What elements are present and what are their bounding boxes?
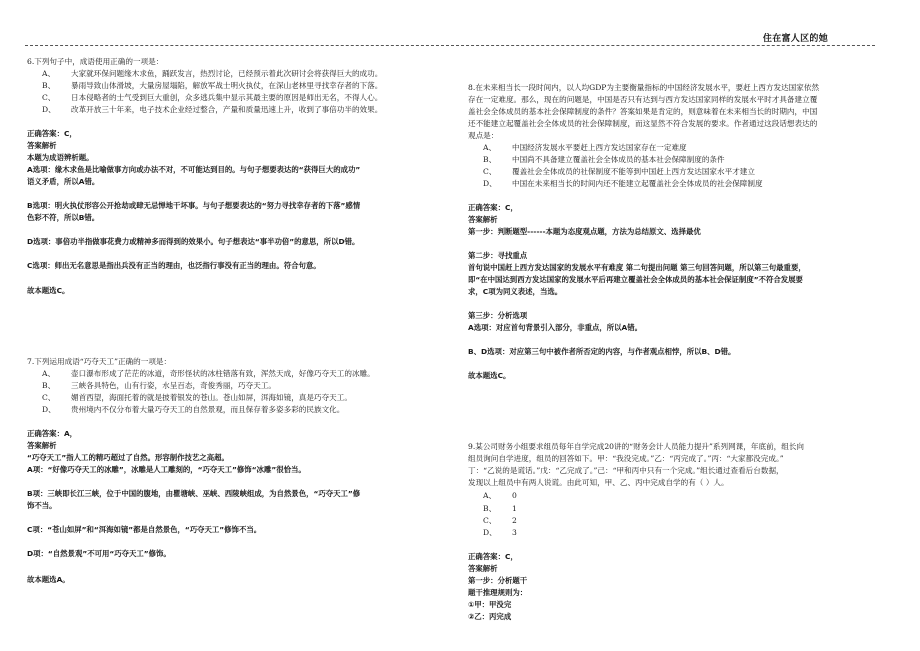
q9-stem-1: 9.某公司财务小组要求组员每年自学完成20讲的“财务会计人员能力提升”系列网课，年底前，组长向 (468, 442, 805, 451)
q7-option-b: B、 三峡各具特色，山有行姿，水呈百态，奇俊秀丽，巧夺天工。 (42, 381, 277, 390)
q6-analysis-c: C选项：师出无名意思是指出兵没有正当的理由，也泛指行事没有正当的理由。符合句意。 (27, 261, 321, 270)
q6-conclusion: 故本题选C。 (27, 286, 70, 295)
q6-analysis-d: D选项：事倍功半指做事花费力或精神多而得到的效果小。句子想表达“事半功倍”的意思，所以D错。 (27, 237, 360, 246)
q6-answer: 正确答案：C， (27, 129, 77, 138)
q6-option-c: C、 日本侵略者的士气受到巨大重创，众多逃兵集中显示其最主要的原因是师出无名，不得人心。 (42, 93, 383, 102)
q6-analysis-a-2: 语义矛盾，所以A错。 (27, 177, 100, 186)
q6-analysis-b-2: 色彩不符，所以B错。 (27, 213, 100, 222)
q9-option-a: A、 0 (483, 491, 517, 500)
q6-analysis-a-1: A选项：缘木求鱼是比喻做事方向或办法不对，不可能达到目的。与句子想要表达的“获得巨大的成功” (27, 165, 361, 174)
q8-step3-title: 第三步：分析选项 (468, 311, 528, 320)
header-divider (25, 45, 875, 46)
q9-option-d: D、 3 (483, 528, 517, 537)
q7-analysis-b-2: 饰不当。 (27, 501, 57, 510)
q9-option-c: C、 2 (483, 516, 517, 525)
q8-answer: 正确答案：C， (468, 203, 518, 212)
q8-step3-a: A选项：对应首句背景引入部分，非重点，所以A错。 (468, 323, 643, 332)
q9-step1: 第一步：分析题干 (468, 576, 528, 585)
page-header (0, 0, 920, 47)
header-title: 住在富人区的她 (762, 34, 828, 44)
q8-option-d: D、 中国在未来相当长的时间内还不能建立起覆盖社会全体成员的社会保障制度 (483, 179, 763, 188)
q6-analysis-title: 答案解析 (27, 141, 57, 150)
q6-option-b: B、 暴雨导致山体滑坡，大量房屋塌陷，解放军战士明火执仗，在深山老林里寻找幸存者的下落。 (42, 81, 383, 90)
q8-stem-5: 观点是： (468, 131, 499, 140)
q8-step2-line-2: 即“在中国达到西方发达国家的发展水平后再建立覆盖社会全体成员的基本社会保证制度”不符合发展要 (468, 275, 803, 284)
q8-stem-4: 还不能建立起覆盖社会全体成员的社会保障制度，而这显然不符合发展的要求。作者通过这段话想表达的 (468, 119, 818, 128)
q8-step2-line-3: 求，C项为同义表述，当选。 (468, 287, 563, 296)
q8-option-c: C、 覆盖社会全体成员的社保制度不能等到中国赶上西方发达国家水平才建立 (483, 167, 755, 176)
q9-stem-2: 组员询问自学进度，组员的回答如下。甲：“我没完成。”乙：“丙完成了。”丙：“大家都没完成。” (468, 454, 784, 463)
q7-analysis-b-1: B项：三峡即长江三峡，位于中国的腹地，由瞿塘峡、巫峡、西陵峡组成，为自然景色，“巧夺天工”修 (27, 489, 361, 498)
q8-analysis-title: 答案解析 (468, 215, 498, 224)
q7-analysis-d: D项：“自然景观”不可用“巧夺天工”修饰。 (27, 549, 171, 558)
q7-conclusion: 故本题选A。 (27, 575, 70, 584)
q6-option-a: A、 大家就环保问题缘木求鱼，踊跃发言，热烈讨论，已经预示着此次研讨会将获得巨大的成功。 (42, 69, 383, 78)
q8-stem-2: 存在一定难度。那么，现在的问题是，中国是否只有达到与西方发达国家同样的发展水平时才具备建立覆 (468, 95, 818, 104)
q9-rule-2: ②乙：丙完成 (468, 612, 512, 621)
q9-stem-3: 丁：“乙说的是谎话。”戊：“乙完成了。”己：“甲和丙中只有一个完成。”组长通过查看后台数据， (468, 466, 784, 475)
q8-stem-3: 盖社会全体成员的基本社会保障制度的条件？答案如果是肯定的，则意味着在未来相当长的时期内，中国 (468, 107, 818, 116)
q8-step2-line-1: 首句说中国赶上西方发达国家的发展水平有难度 第二句提出问题 第三句回答问题，所以第三句最重要， (468, 263, 806, 272)
q7-stem: 7.下列运用成语“巧夺天工”正确的一项是： (27, 357, 172, 366)
q8-step3-bd: B、D选项：对应第三句中被作者所否定的内容，与作者观点相悖，所以B、D错。 (468, 347, 736, 356)
q7-analysis-c: C项：“苍山如屏”和“洱海如镜”都是自然景色，“巧夺天工”修饰不当。 (27, 525, 262, 534)
q7-answer: 正确答案：A， (27, 429, 78, 438)
q7-option-c: C、 媚首西望，海面托着的就是披着银发的苍山。苍山如屏，洱海如镜，真是巧夺天工。 (42, 393, 352, 402)
q8-option-b: B、 中国尚不具备建立覆盖社会全体成员的基本社会保障制度的条件 (483, 155, 725, 164)
q9-analysis-title: 答案解析 (468, 564, 498, 573)
q8-step1: 第一步：判断题型------本题为态度观点题，方法为总结原文、选择最优 (468, 227, 701, 236)
q7-analysis-title: 答案解析 (27, 441, 57, 450)
q6-type-line: 本题为成语辨析题。 (27, 153, 94, 162)
q7-analysis-a: A项：“好像巧夺天工的冰雕”，冰雕是人工雕刻的，“巧夺天工”修饰“冰雕”很恰当。 (27, 465, 306, 474)
q7-intro: “巧夺天工”指人工的精巧超过了自然。形容制作技艺之高超。 (27, 453, 229, 462)
q9-stem-4: 发现以上组员中有两人说谎。由此可知，甲、乙、丙中完成自学的有（ ）人。 (468, 478, 729, 487)
q7-option-a: A、 壶口瀑布形成了茫茫的冰道，奇形怪状的冰柱错落有致，浑然天成，好像巧夺天工的冰雕。 (42, 369, 375, 378)
q7-option-d: D、 贵州境内不仅分布着大量巧夺天工的自然景观，而且保存着多姿多彩的民族文化。 (42, 405, 345, 414)
q8-conclusion: 故本题选C。 (468, 371, 511, 380)
q6-analysis-b-1: B选项：明火执仗形容公开抢劫或肆无忌惮地干坏事。与句子想要表达的“努力寻找幸存者的下落”感情 (27, 201, 361, 210)
q9-option-b: B、 1 (483, 504, 517, 513)
q6-option-d: D、 改革开放三十年来，电子技术企业经过整合，产量和质量迅速上升，收到了事倍功半的效果。 (42, 105, 383, 114)
q6-stem: 6.下列句子中，成语使用正确的一项是： (27, 57, 164, 66)
q8-option-a: A、 中国经济发展水平要赶上西方发达国家存在一定难度 (483, 143, 687, 152)
q8-step2-title: 第二步：寻找重点 (468, 251, 528, 260)
q8-stem-1: 8.在未来相当长一段时间内，以人均GDP为主要衡量指标的中国经济发展水平，要赶上西方发达国家依然 (468, 83, 820, 92)
q9-rules-title: 题干推理规则为： (468, 588, 528, 597)
q9-answer: 正确答案：C， (468, 552, 518, 561)
q9-rule-1: ①甲：甲没完 (468, 600, 512, 609)
